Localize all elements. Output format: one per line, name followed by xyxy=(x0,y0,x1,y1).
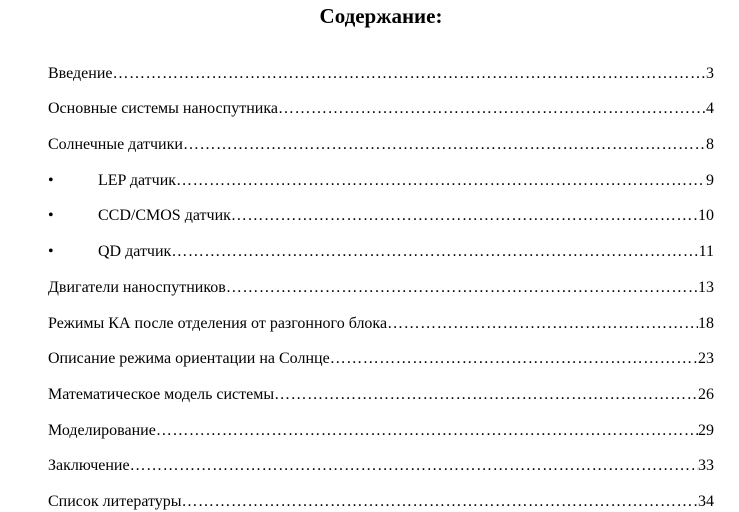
toc-page-number: 9 xyxy=(706,171,714,189)
toc-page-number: 11 xyxy=(698,243,714,261)
toc-entry-text: Заключение xyxy=(48,457,130,475)
dot-leader xyxy=(171,242,698,262)
dot-leader xyxy=(274,385,698,405)
toc-entry-sun-sensors xyxy=(48,119,714,155)
dot-leader xyxy=(226,278,698,298)
toc-page-number: 33 xyxy=(698,457,714,475)
toc-entry-qd-sensor xyxy=(48,226,714,262)
dot-leader xyxy=(278,99,706,119)
dot-leader xyxy=(231,206,698,226)
toc-entry-sun-orientation-mode xyxy=(48,334,714,370)
dot-leader xyxy=(183,135,706,155)
toc-entry-text: Математическое модель системы xyxy=(48,385,275,403)
toc-entry-text: Введение xyxy=(48,64,113,82)
toc-entry-engines xyxy=(48,262,714,298)
toc-list xyxy=(48,48,714,512)
dot-leader xyxy=(176,171,706,191)
toc-entry-text: Режимы КА после отделения от разгонного блока xyxy=(48,314,388,332)
toc-page-number: 34 xyxy=(698,492,714,510)
toc-entry-text: Солнечные датчики xyxy=(48,136,183,154)
toc-entry-text: CCD/CMOS датчик xyxy=(98,207,231,225)
toc-entry-modes-after-separation xyxy=(48,298,714,334)
toc-page-number: 18 xyxy=(698,314,714,332)
toc-page-number: 4 xyxy=(706,100,714,118)
toc-page-number: 13 xyxy=(698,278,714,296)
toc-entry-simulation xyxy=(48,405,714,441)
dot-leader xyxy=(330,349,698,369)
toc-entry-text: QD датчик xyxy=(98,243,172,261)
bullet-icon: • xyxy=(48,207,54,225)
toc-page-number: 26 xyxy=(698,385,714,403)
toc-entry-text: Моделирование xyxy=(48,421,156,439)
toc-entry-conclusion xyxy=(48,441,714,477)
toc-entry-text: Основные системы наноспутника xyxy=(48,100,278,118)
toc-entry-ccd-cmos-sensor xyxy=(48,191,714,227)
toc-entry-references xyxy=(48,476,714,512)
toc-title: Содержание: xyxy=(319,4,443,28)
toc-page-number: 29 xyxy=(698,421,714,439)
bullet-icon: • xyxy=(48,243,54,261)
dot-leader xyxy=(387,314,698,334)
toc-page-number: 10 xyxy=(698,207,714,225)
dot-leader xyxy=(182,492,698,512)
toc-page-number: 3 xyxy=(706,64,714,82)
bullet-icon: • xyxy=(48,171,54,189)
toc-entry-text: LEP датчик xyxy=(98,171,177,189)
dot-leader xyxy=(130,456,698,476)
toc-page-number: 8 xyxy=(706,136,714,154)
dot-leader xyxy=(156,421,698,441)
toc-entry-main-systems xyxy=(48,84,714,120)
toc-entry-math-model xyxy=(48,369,714,405)
toc-entry-text: Описание режима ориентации на Солнце xyxy=(48,350,330,368)
toc-entry-lep-sensor xyxy=(48,155,714,191)
toc-entry-introduction xyxy=(48,48,714,84)
toc-entry-text: Двигатели наноспутников xyxy=(48,278,226,296)
toc-entry-text: Список литературы xyxy=(48,492,182,510)
toc-page-number: 23 xyxy=(698,350,714,368)
dot-leader xyxy=(113,64,707,84)
